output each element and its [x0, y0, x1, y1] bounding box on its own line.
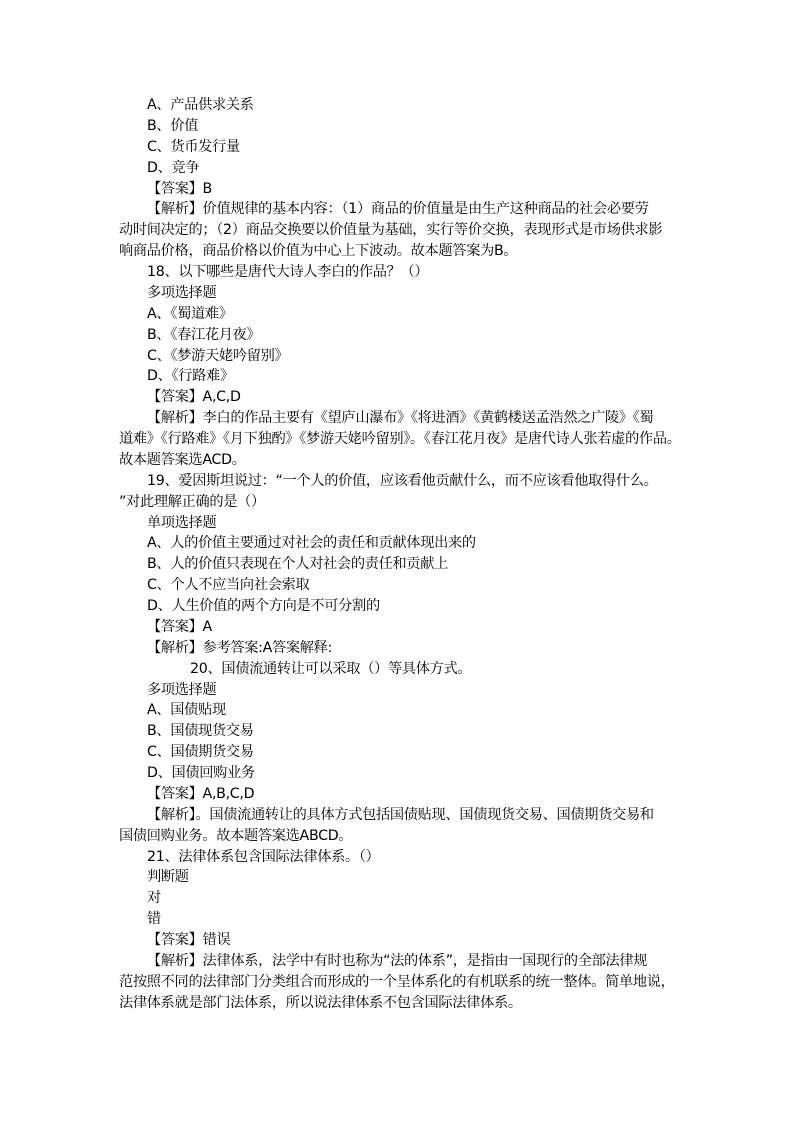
- text-line: 【解析】价值规律的基本内容：（1）商品的价值量是由生产这种商品的社会必要劳: [147, 201, 649, 218]
- text-line: 18、以下哪些是唐代大诗人李白的作品？（）: [147, 264, 429, 280]
- text-line: D、人生价值的两个方向是不可分割的: [147, 598, 380, 614]
- text-line: 错: [147, 911, 161, 928]
- text-line: 国债回购业务。故本题答案选ABCD。: [119, 827, 353, 844]
- text-line: D、国债回购业务: [147, 765, 255, 781]
- text-line: 【答案】错误: [147, 932, 231, 948]
- text-line: 范按照不同的法律部门分类组合而形成的一个呈体系化的有机联系的统一整体。简单地说，: [119, 973, 675, 990]
- text-line: 对: [147, 890, 161, 907]
- text-line: 19、爱因斯坦说过：“一个人的价值，应该看他贡献什么，而不应该看他取得什么。: [147, 472, 658, 489]
- text-line: 动时间决定的；（2）商品交换要以价值量为基础，实行等价交换，表现形式是市场供求影: [119, 222, 663, 239]
- text-line: 21、法律体系包含国际法律体系。（）: [147, 848, 380, 865]
- text-line: 多项选择题: [147, 681, 217, 698]
- text-line: 【解析】法律体系，法学中有时也称为“法的体系”，是指由一国现行的全部法律规: [147, 952, 648, 969]
- text-line: 【答案】B: [147, 180, 212, 197]
- text-line: B、《春江花月夜》: [147, 326, 261, 343]
- text-line: C、《梦游天姥吟留别》: [147, 347, 289, 364]
- text-line: A、国债贴现: [147, 702, 226, 719]
- text-line: 多项选择题: [147, 284, 217, 301]
- text-line: 【答案】A: [147, 618, 212, 635]
- text-line: B、价值: [147, 117, 199, 134]
- text-line: 法律体系就是部门法体系，所以说法律体系不包含国际法律体系。: [119, 994, 522, 1011]
- text-line: A、人的价值主要通过对社会的责任和贡献体现出来的: [147, 535, 476, 552]
- text-line: A、产品供求关系: [147, 97, 254, 113]
- text-line: ”对此理解正确的是（）: [119, 493, 265, 510]
- text-line: B、人的价值只表现在个人对社会的责任和贡献上: [147, 556, 449, 573]
- text-line: 【答案】A,B,C,D: [147, 785, 255, 802]
- text-line: 【答案】A,C,D: [147, 389, 241, 406]
- text-line: D、《行路难》: [147, 368, 234, 385]
- text-line: 【解析】。国债流通转让的具体方式包括国债贴现、国债现货交易、国债期货交易和: [147, 806, 654, 823]
- text-line: B、国债现货交易: [147, 723, 254, 740]
- text-line: 故本题答案选ACD。: [119, 451, 246, 468]
- text-line: 道难》《行路难》《月下独酌》《梦游天姥吟留别》。《春江花月夜》是唐代诗人张若虚的作品。: [119, 431, 681, 447]
- text-line: A、《蜀道难》: [147, 305, 233, 322]
- text-line: C、国债期货交易: [147, 744, 254, 761]
- text-line: 【解析】李白的作品主要有《望庐山瀑布》《将进酒》《黄鹤楼送孟浩然之广陵》《蜀: [147, 410, 654, 427]
- text-line: D、竞争: [147, 159, 200, 176]
- document-page: [119, 95, 689, 1014]
- text-line: 单项选择题: [147, 514, 217, 531]
- text-line: 判断题: [147, 869, 189, 886]
- text-line: 【解析】参考答案:A答案解释:: [147, 639, 333, 656]
- text-line: C、个人不应当向社会索取: [147, 577, 310, 594]
- text-line: C、货币发行量: [147, 138, 240, 155]
- text-line: 响商品价格，商品价格以价值为中心上下波动。故本题答案为B。: [119, 243, 518, 260]
- text-line: 20、国债流通转让可以采取（）等具体方式。: [190, 660, 472, 677]
